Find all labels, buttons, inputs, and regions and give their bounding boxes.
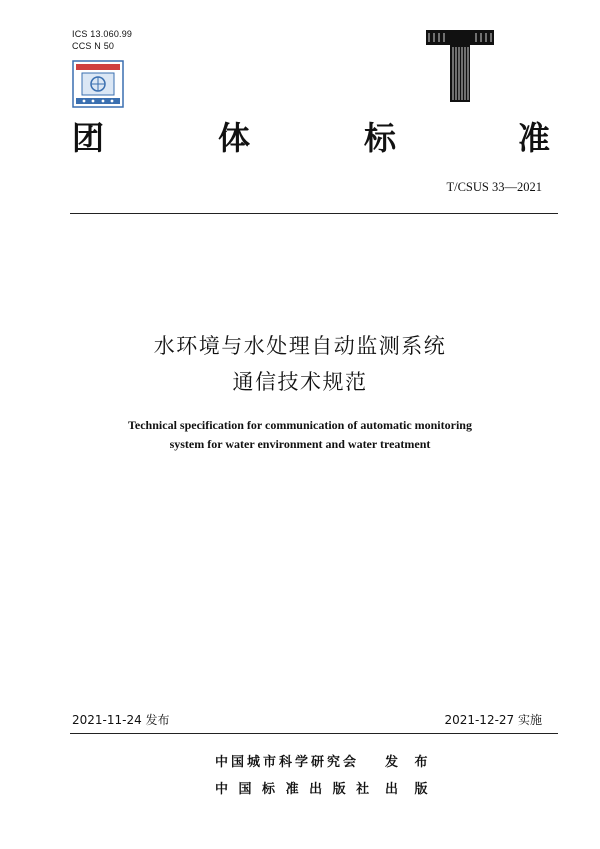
standard-number: T/CSUS 33—2021 — [446, 180, 542, 194]
title-en-line2: system for water environment and water treatment — [169, 437, 431, 451]
heading-char: 标 — [364, 119, 397, 157]
ccs-code: CCS N 50 — [72, 41, 115, 51]
organization-role: 出 版 — [385, 782, 434, 797]
bottom-divider — [70, 733, 558, 734]
organization-role: 发 布 — [385, 755, 434, 770]
heading-char: 准 — [518, 119, 551, 157]
top-divider — [70, 213, 558, 214]
ics-code: ICS 13.060.99 — [72, 29, 133, 39]
heading-char: 团 — [72, 119, 105, 157]
title-en-line1: Technical specification for communication of automatic monitoring — [128, 418, 472, 432]
group-standard-heading — [72, 114, 558, 162]
organization-name: 中 国 标 准 出 版 社 — [215, 782, 373, 797]
standard-type-letter — [426, 30, 494, 102]
heading-char: 体 — [218, 119, 251, 157]
release-date: 2021-11-24 发布 — [72, 713, 170, 727]
organization-name: 中国城市科学研究会 — [215, 755, 360, 770]
classification-codes — [72, 28, 132, 52]
implementation-date: 2021-12-27 实施 — [444, 713, 542, 727]
title-cn-line2: 通信技术规范 — [232, 370, 368, 394]
title-cn-line1: 水环境与水处理自动监测系统 — [153, 334, 447, 358]
csus-logo-icon — [72, 60, 124, 108]
